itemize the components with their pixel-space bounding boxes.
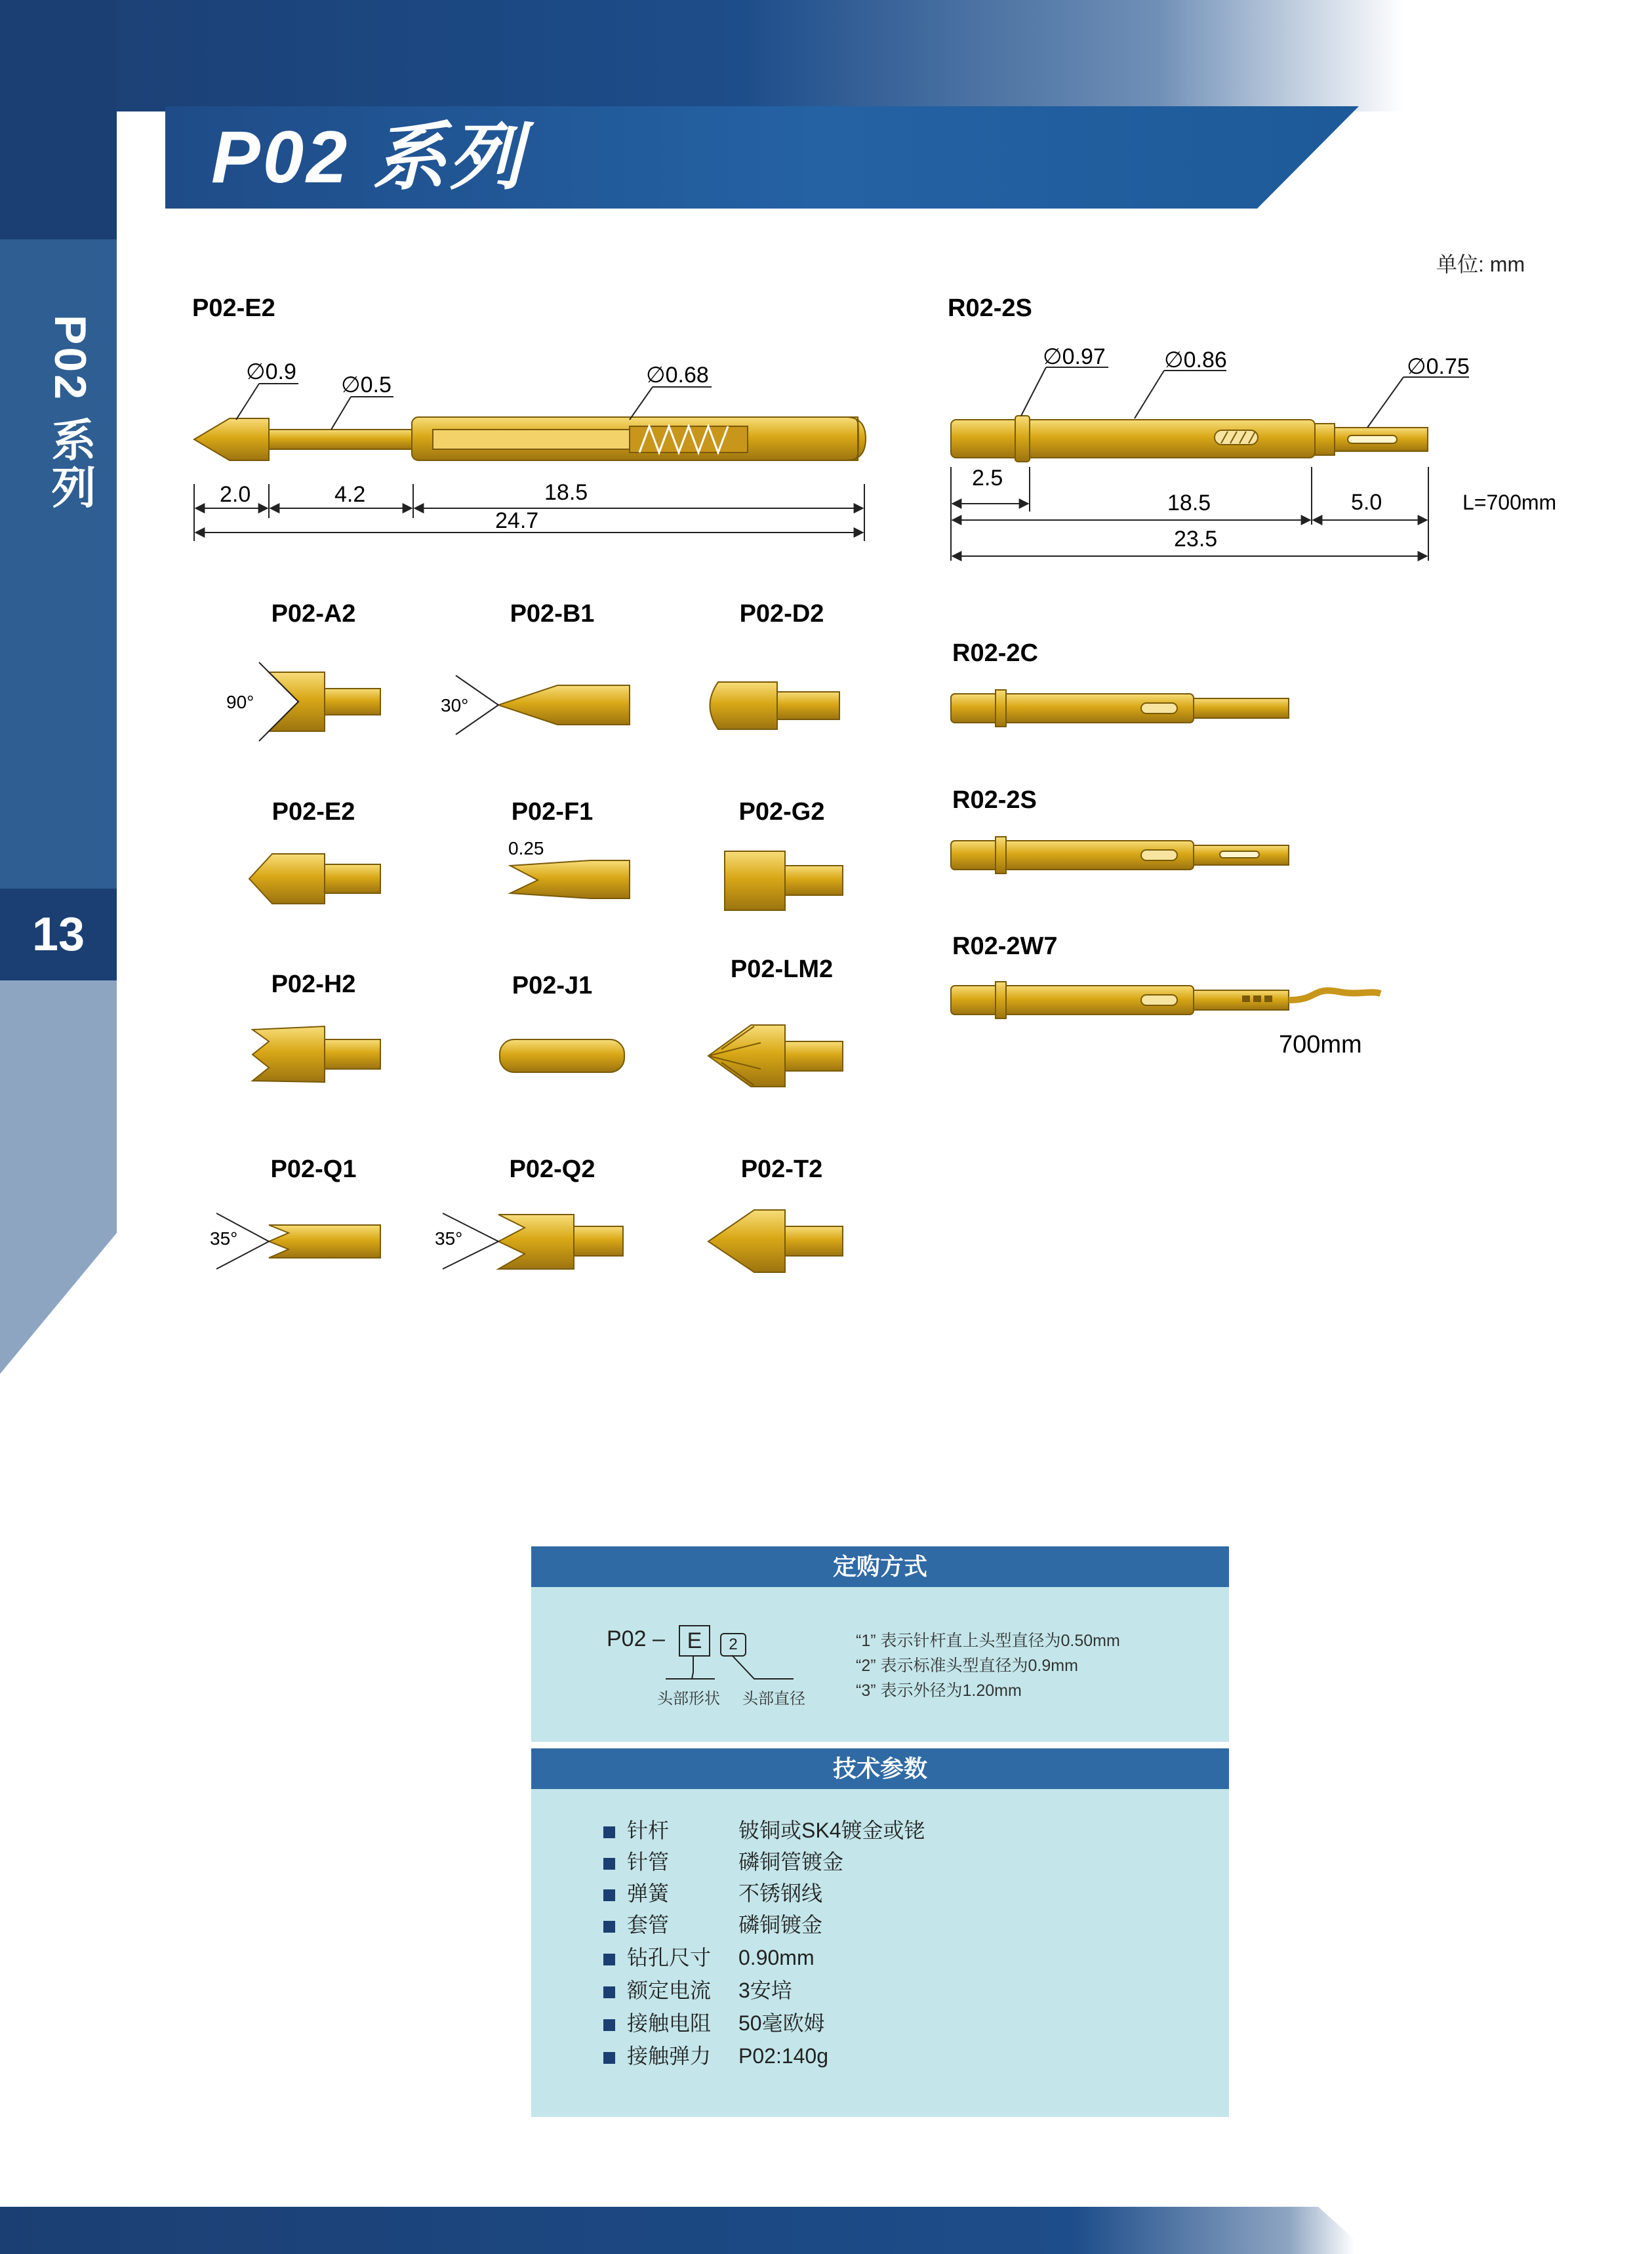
spec-value: 3安培 <box>738 1979 792 2002</box>
main-probe-dia-1: ∅0.9 <box>246 359 296 384</box>
tip-a2-drawing <box>259 662 380 741</box>
spec-key: 接触弹力 <box>627 2044 712 2068</box>
receptacle-2w7-drawing <box>951 982 1380 1018</box>
bullet-icon <box>603 1921 615 1933</box>
tip-q1-drawing <box>216 1213 380 1269</box>
spec-value: 磷铜管镀金 <box>738 1850 844 1874</box>
receptacle-2s-drawing <box>951 837 1289 874</box>
bullet-icon <box>603 1826 615 1838</box>
bullet-icon <box>603 1858 615 1870</box>
tip-angle: 0.25 <box>508 838 544 858</box>
unit-label: 单位: mm <box>1436 252 1525 276</box>
order-dia-code: 2 <box>720 1633 746 1657</box>
order-note-1: “1” 表示针杆直上头型直径为0.50mm <box>856 1632 1120 1650</box>
order-shape-code: E <box>679 1625 710 1657</box>
tip-q2-drawing <box>443 1213 623 1269</box>
bottom-band <box>0 2207 1652 2254</box>
spec-value: 不锈钢线 <box>738 1882 823 1905</box>
tip-label: P02-J1 <box>512 972 593 999</box>
receptacle-dia-1: ∅0.97 <box>1043 344 1106 369</box>
main-probe-dim-4: 24.7 <box>495 508 539 533</box>
tip-angle: 90° <box>226 692 254 712</box>
bullet-icon <box>603 2052 615 2064</box>
tip-g2-drawing <box>725 851 843 910</box>
receptacle-item-label: R02-2W7 <box>952 933 1058 960</box>
bullet-icon <box>603 1954 615 1965</box>
receptacle-list <box>951 639 1380 1058</box>
tip-label: P02-LM2 <box>730 956 834 983</box>
spec-key: 钻孔尺寸 <box>627 1946 712 1969</box>
specs-panel <box>531 1789 1229 2117</box>
receptacle-item-label: R02-2C <box>952 639 1038 667</box>
main-probe-dia-3: ∅0.68 <box>646 363 709 388</box>
spec-key: 套管 <box>627 1913 670 1937</box>
spec-value: 铍铜或SK4镀金或铑 <box>738 1819 925 1842</box>
order-shape-label: 头部形状 <box>657 1690 720 1708</box>
tip-label: P02-H2 <box>271 971 356 998</box>
spec-row <box>603 1878 822 1908</box>
tip-label: P02-E2 <box>272 798 355 826</box>
tip-label: P02-Q2 <box>509 1156 595 1183</box>
spec-key: 针杆 <box>627 1819 670 1842</box>
tip-j1-drawing <box>500 1039 624 1072</box>
tip-f1-drawing <box>510 860 630 898</box>
spec-row <box>603 1847 843 1877</box>
spec-key: 针管 <box>627 1850 670 1874</box>
order-note-2: “2” 表示标准头型直径为0.9mm <box>856 1657 1078 1675</box>
page-title: P02 系列 <box>211 116 525 198</box>
spec-value: 0.90mm <box>738 1946 815 1969</box>
tip-e2-drawing <box>249 854 380 904</box>
receptacle-label: R02-2S <box>948 294 1032 322</box>
bullet-icon <box>603 1986 615 1998</box>
spec-row <box>603 1942 815 1973</box>
spec-key: 弹簧 <box>627 1882 670 1905</box>
tip-label: P02-A2 <box>271 600 356 628</box>
tip-h2-drawing <box>252 1026 380 1082</box>
main-probe-drawing <box>194 417 866 460</box>
spec-row <box>603 1910 822 1940</box>
main-probe-dim-2: 4.2 <box>334 482 366 507</box>
main-probe-dia-2: ∅0.5 <box>341 372 392 397</box>
bullet-icon <box>603 2019 615 2031</box>
tip-b1-drawing <box>456 675 630 735</box>
tip-label: P02-F1 <box>511 798 594 826</box>
spec-value: 磷铜镀金 <box>738 1913 823 1937</box>
spec-row <box>603 2041 828 2071</box>
spec-row <box>603 1815 925 1845</box>
receptacle-length-note: L=700mm <box>1462 491 1557 514</box>
receptacle-item-label: R02-2S <box>952 786 1037 814</box>
main-probe-dim-1: 2.0 <box>220 482 251 507</box>
spec-key: 接触电阻 <box>627 2011 712 2035</box>
tip-t2-drawing <box>708 1210 843 1272</box>
tip-angle: 35° <box>210 1228 238 1249</box>
receptacle-dia-3: ∅0.75 <box>1407 354 1470 379</box>
tip-angle: 35° <box>435 1228 463 1249</box>
tip-d2-drawing <box>710 682 840 729</box>
receptacle-dim-4: 23.5 <box>1174 527 1218 552</box>
tip-angle: 30° <box>441 695 469 715</box>
tip-label: P02-Q1 <box>270 1156 357 1183</box>
tip-label: P02-G2 <box>738 798 825 826</box>
receptacle-callouts <box>1021 367 1469 428</box>
order-dia-label: 头部直径 <box>742 1690 805 1708</box>
order-code-connectors <box>531 1587 794 1742</box>
main-probe-label: P02-E2 <box>192 294 275 322</box>
tip-label: P02-B1 <box>510 600 595 628</box>
order-panel-title: 定购方式 <box>531 1546 1229 1587</box>
receptacle-dim-2: 18.5 <box>1167 491 1211 515</box>
tip-grid <box>210 600 843 1272</box>
receptacle-dim-1: 2.5 <box>972 466 1003 491</box>
order-panel <box>531 1587 1229 1742</box>
receptacle-dia-2: ∅0.86 <box>1164 348 1227 372</box>
order-note-3: “3” 表示外径为1.20mm <box>856 1681 1022 1700</box>
main-probe-dim-3: 18.5 <box>544 480 588 505</box>
spec-value: P02:140g <box>738 2044 829 2068</box>
specs-panel-title: 技术参数 <box>531 1748 1229 1789</box>
receptacle-2c-drawing <box>951 690 1289 727</box>
receptacle-2w7-note: 700mm <box>1279 1031 1362 1058</box>
page-number: 13 <box>31 908 85 961</box>
spec-value: 50毫欧姆 <box>738 2011 825 2035</box>
spec-row <box>603 1975 792 2005</box>
tip-label: P02-T2 <box>740 1156 823 1183</box>
side-title: P02 系列 <box>45 315 95 512</box>
order-code-prefix: P02 – <box>607 1626 665 1651</box>
receptacle-drawing <box>951 416 1428 462</box>
tip-lm2-drawing <box>708 1025 843 1087</box>
receptacle-dim-3: 5.0 <box>1351 490 1382 515</box>
bullet-icon <box>603 1889 615 1901</box>
spec-key: 额定电流 <box>627 1979 712 2002</box>
spec-row <box>603 2008 825 2038</box>
tip-label: P02-D2 <box>739 600 824 628</box>
